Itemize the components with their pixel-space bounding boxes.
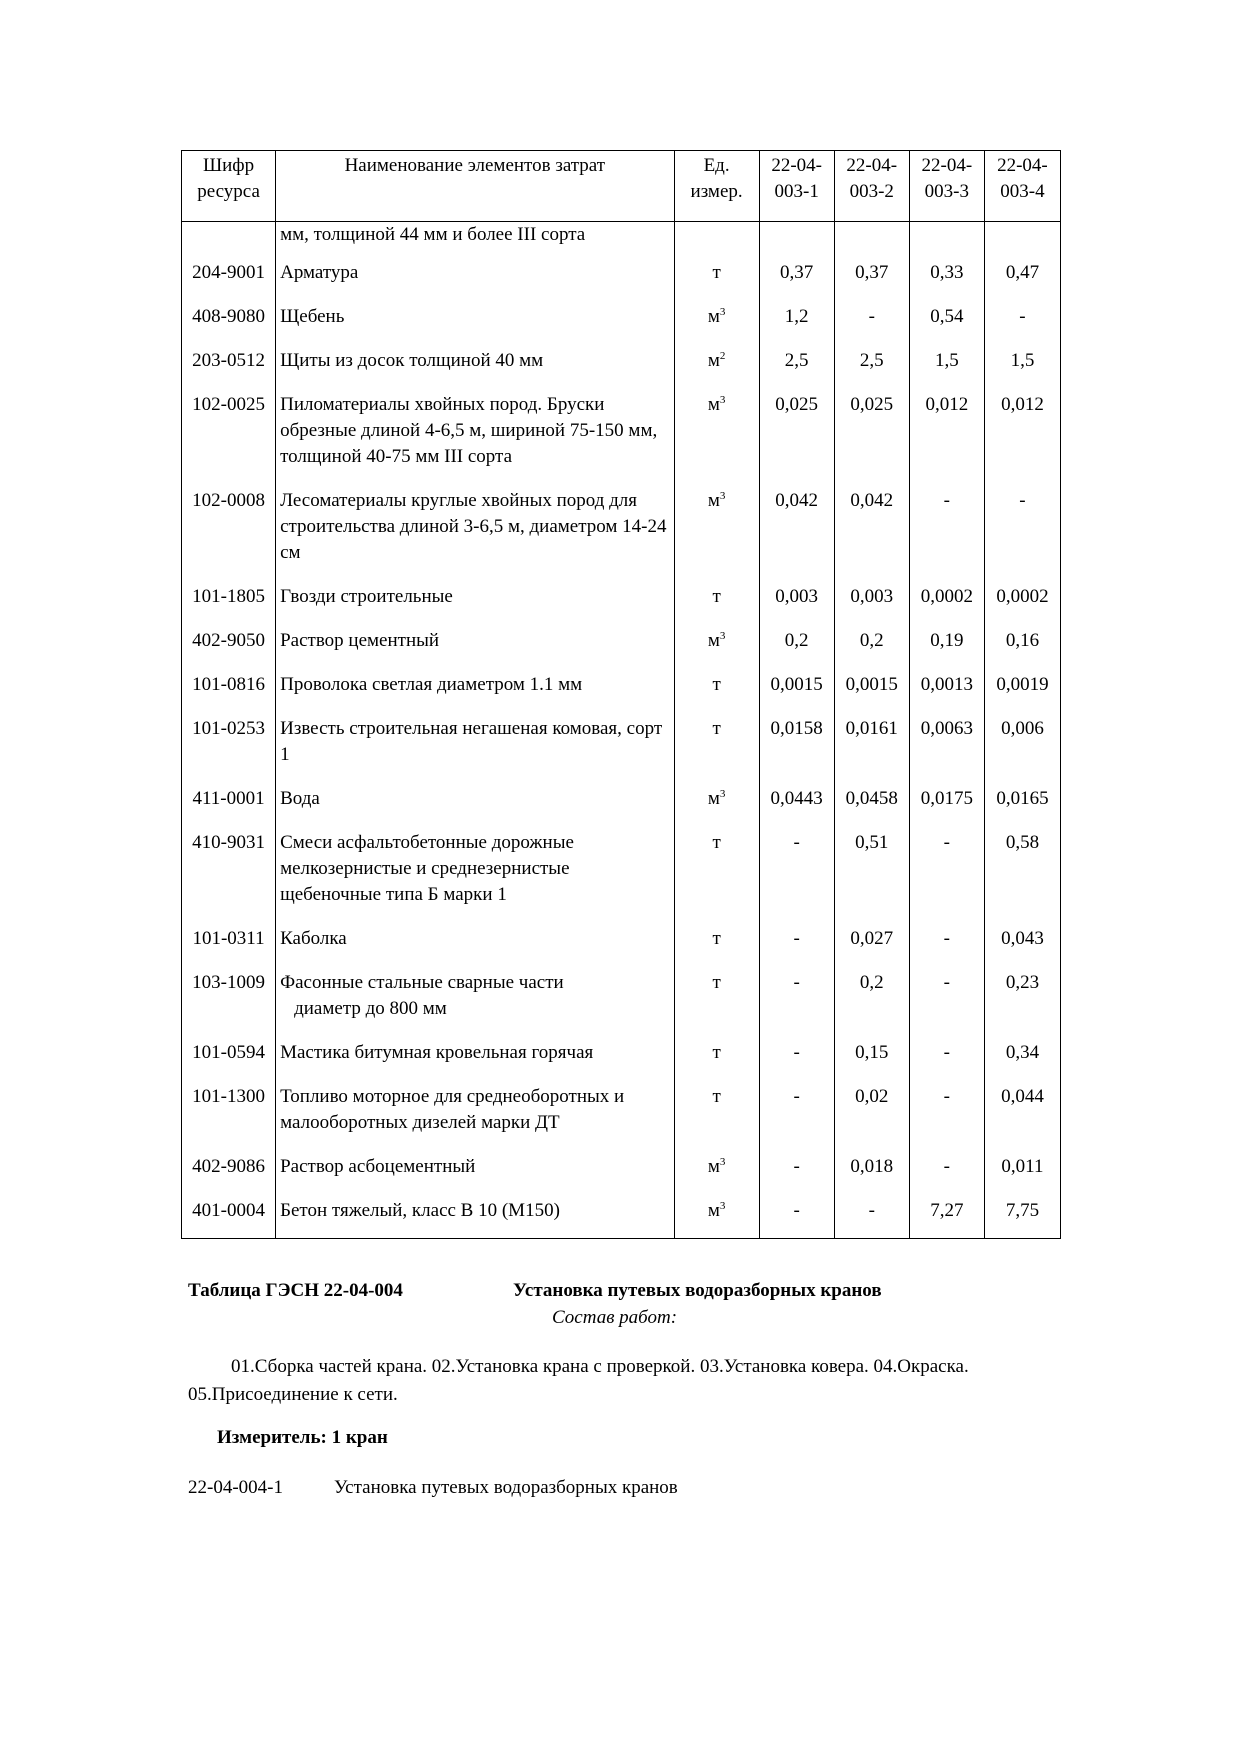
norm-value-1: -: [759, 970, 834, 1040]
norm-value-3: -: [909, 970, 984, 1040]
norm-value-1: -: [759, 926, 834, 970]
header-code: Шифр ресурса: [182, 151, 276, 222]
norm-value-1: 0,37: [759, 260, 834, 304]
resource-name-text: Проволока светлая диаметром 1.1 мм: [280, 674, 583, 695]
table-cell: [834, 222, 909, 261]
resource-unit: [674, 1040, 759, 1084]
section-table-title: Таблица ГЭСН 22-04-004: [188, 1280, 403, 1301]
unit-text: м: [707, 306, 720, 327]
resource-name: [276, 830, 674, 926]
table-row: [182, 716, 1061, 786]
resource-name-text-line2: диаметр до 800 мм: [294, 998, 447, 1019]
unit-text: м: [707, 490, 720, 511]
resource-name-text: Раствор цементный: [280, 630, 440, 651]
resource-name-text: Топливо моторное для среднеоборотных и малооборотных дизелей марки ДТ: [280, 1086, 625, 1133]
unit-text: т: [712, 586, 721, 607]
resource-unit: [674, 672, 759, 716]
norm-value-1: -: [759, 1084, 834, 1154]
norm-value-1: 0,0443: [759, 786, 834, 830]
norm-value-4: 7,75: [984, 1198, 1060, 1239]
norm-value-4: 0,16: [984, 628, 1060, 672]
norm-value-4: 0,47: [984, 260, 1060, 304]
table-cell: [182, 222, 276, 261]
resource-unit: [674, 392, 759, 488]
unit-text: т: [712, 972, 721, 993]
norm-value-3: 0,19: [909, 628, 984, 672]
resource-name: [276, 260, 674, 304]
norm-value-2: 0,37: [834, 260, 909, 304]
norm-value-4: 0,012: [984, 392, 1060, 488]
resource-code: 401-0004: [182, 1198, 276, 1239]
header-name: Наименование элементов затрат: [276, 151, 674, 222]
norm-value-4: 0,34: [984, 1040, 1060, 1084]
norm-value-1: 0,003: [759, 584, 834, 628]
work-composition-text: 01.Сборка частей крана. 02.Установка крана с проверкой. 03.Установка ковера. 04.Окраска. 05.Присоединение к сети.: [188, 1356, 969, 1405]
unit-exponent: 3: [719, 306, 726, 318]
resource-code: 101-0816: [182, 672, 276, 716]
resource-unit: [674, 304, 759, 348]
norm-value-3: -: [909, 1084, 984, 1154]
resource-unit: [674, 830, 759, 926]
norm-value-1: -: [759, 1198, 834, 1239]
norm-item-name: Установка путевых водоразборных кранов: [334, 1477, 678, 1498]
unit-text: т: [712, 718, 721, 739]
norm-value-1: -: [759, 830, 834, 926]
norm-value-1: 0,042: [759, 488, 834, 584]
norm-value-3: -: [909, 830, 984, 926]
work-composition-label: Состав работ:: [552, 1307, 678, 1328]
norm-value-2: 0,0161: [834, 716, 909, 786]
table-row: [182, 348, 1061, 392]
resource-name: [276, 926, 674, 970]
header-norm-1: 22-04-003-1: [759, 151, 834, 222]
norm-value-1: 0,2: [759, 628, 834, 672]
table-row: [182, 488, 1061, 584]
resource-code: 101-1805: [182, 584, 276, 628]
resource-name-text: Арматура: [280, 262, 359, 283]
norm-value-2: -: [834, 1198, 909, 1239]
norm-value-1: 1,2: [759, 304, 834, 348]
table-row: [182, 392, 1061, 488]
table-row: [182, 1084, 1061, 1154]
resource-unit: [674, 716, 759, 786]
continuation-text: мм, толщиной 44 мм и более III сорта: [276, 222, 674, 261]
resource-unit: [674, 488, 759, 584]
norm-value-2: 0,018: [834, 1154, 909, 1198]
table-row: [182, 304, 1061, 348]
resource-code: 411-0001: [182, 786, 276, 830]
resource-name: [276, 970, 674, 1040]
norm-value-2: 0,51: [834, 830, 909, 926]
norm-value-4: 0,0019: [984, 672, 1060, 716]
resource-code: 102-0008: [182, 488, 276, 584]
norm-value-1: -: [759, 1154, 834, 1198]
table-cell: [984, 222, 1060, 261]
resource-code: 204-9001: [182, 260, 276, 304]
resource-name: [276, 488, 674, 584]
norm-value-3: -: [909, 488, 984, 584]
norm-value-1: 0,025: [759, 392, 834, 488]
table-row: [182, 584, 1061, 628]
unit-text: т: [712, 674, 721, 695]
norm-value-2: 0,027: [834, 926, 909, 970]
norm-value-1: -: [759, 1040, 834, 1084]
unit-exponent: 2: [719, 350, 726, 362]
norm-value-4: -: [984, 304, 1060, 348]
norm-value-3: 0,0063: [909, 716, 984, 786]
unit-text: м: [707, 350, 720, 371]
resource-code: 101-1300: [182, 1084, 276, 1154]
norm-value-2: 0,0458: [834, 786, 909, 830]
norm-value-3: 0,012: [909, 392, 984, 488]
norm-value-4: 0,23: [984, 970, 1060, 1040]
resource-name-text: Каболка: [280, 928, 347, 949]
unit-text: т: [712, 1086, 721, 1107]
resource-name-text: Щебень: [280, 306, 345, 327]
resource-name-text: Раствор асбоцементный: [280, 1156, 476, 1177]
norm-value-3: 1,5: [909, 348, 984, 392]
norm-value-1: 2,5: [759, 348, 834, 392]
resource-name-text: Пиломатериалы хвойных пород. Бруски обрезные длиной 4-6,5 м, шириной 75-150 мм, толщиной 40-75 мм III сорта: [280, 394, 658, 467]
resource-name-text: Гвозди строительные: [280, 586, 453, 607]
resource-unit: [674, 628, 759, 672]
resource-name: [276, 1198, 674, 1239]
resource-code: 402-9050: [182, 628, 276, 672]
table-row: [182, 260, 1061, 304]
resource-unit: [674, 348, 759, 392]
resource-name: [276, 716, 674, 786]
norm-value-4: 0,0002: [984, 584, 1060, 628]
resource-name: [276, 584, 674, 628]
unit-text: м: [707, 788, 720, 809]
resource-name: [276, 348, 674, 392]
unit-text: т: [712, 1042, 721, 1063]
unit-text: м: [707, 630, 720, 651]
norm-value-4: 0,58: [984, 830, 1060, 926]
resource-name: [276, 786, 674, 830]
norm-value-1: 0,0015: [759, 672, 834, 716]
norm-value-2: 0,02: [834, 1084, 909, 1154]
norm-value-4: 0,0165: [984, 786, 1060, 830]
norm-value-3: 0,33: [909, 260, 984, 304]
header-norm-3: 22-04-003-3: [909, 151, 984, 222]
header-unit: Ед. измер.: [674, 151, 759, 222]
unit-text: м: [707, 394, 720, 415]
resource-unit: [674, 1084, 759, 1154]
unit-exponent: 3: [719, 630, 726, 642]
resource-unit: [674, 1154, 759, 1198]
norm-value-2: 0,0015: [834, 672, 909, 716]
resource-unit: [674, 970, 759, 1040]
resource-name-text: Фасонные стальные сварные части: [280, 972, 564, 993]
norm-value-2: 0,003: [834, 584, 909, 628]
table-row: [182, 672, 1061, 716]
resource-unit: [674, 1198, 759, 1239]
resource-name-text: Щиты из досок толщиной 40 мм: [280, 350, 544, 371]
resource-table: [181, 150, 1061, 1239]
section-table-name: Установка путевых водоразборных кранов: [513, 1280, 882, 1301]
norm-value-3: 7,27: [909, 1198, 984, 1239]
table-cell: [759, 222, 834, 261]
table-row: [182, 926, 1061, 970]
norm-value-3: -: [909, 1154, 984, 1198]
resource-code: 101-0311: [182, 926, 276, 970]
resource-unit: [674, 926, 759, 970]
norm-value-4: 0,043: [984, 926, 1060, 970]
norm-value-2: 0,2: [834, 628, 909, 672]
unit-exponent: 3: [719, 1156, 726, 1168]
table-row-continuation: [182, 222, 1061, 261]
header-norm-4: 22-04-003-4: [984, 151, 1060, 222]
resource-name: [276, 1040, 674, 1084]
unit-text: м: [707, 1200, 720, 1221]
resource-name: [276, 1084, 674, 1154]
resource-code: 102-0025: [182, 392, 276, 488]
table-row: [182, 786, 1061, 830]
unit-text: т: [712, 262, 721, 283]
table-row: [182, 1198, 1061, 1239]
resource-code: 101-0594: [182, 1040, 276, 1084]
norm-value-2: 2,5: [834, 348, 909, 392]
resource-name-text: Мастика битумная кровельная горячая: [280, 1042, 594, 1063]
resource-code: 203-0512: [182, 348, 276, 392]
resource-code: 402-9086: [182, 1154, 276, 1198]
norm-value-2: -: [834, 304, 909, 348]
norm-value-2: 0,042: [834, 488, 909, 584]
unit-exponent: 3: [719, 1200, 726, 1212]
norm-value-2: 0,025: [834, 392, 909, 488]
resource-name-text: Известь строительная негашеная комовая, сорт 1: [280, 718, 663, 765]
table-row: [182, 1154, 1061, 1198]
norm-value-4: 0,006: [984, 716, 1060, 786]
norm-value-4: 0,044: [984, 1084, 1060, 1154]
norm-value-3: 0,0002: [909, 584, 984, 628]
norm-value-3: 0,0013: [909, 672, 984, 716]
resource-code: 101-0253: [182, 716, 276, 786]
norm-value-1: 0,0158: [759, 716, 834, 786]
table-cell: [909, 222, 984, 261]
norm-value-3: -: [909, 1040, 984, 1084]
resource-code: 408-9080: [182, 304, 276, 348]
resource-code: 410-9031: [182, 830, 276, 926]
norm-value-2: 0,15: [834, 1040, 909, 1084]
resource-name: [276, 304, 674, 348]
resource-unit: [674, 786, 759, 830]
unit-exponent: 3: [719, 394, 726, 406]
unit-exponent: 3: [719, 788, 726, 800]
norm-value-4: 0,011: [984, 1154, 1060, 1198]
resource-name: [276, 628, 674, 672]
resource-unit: [674, 260, 759, 304]
resource-name: [276, 672, 674, 716]
norm-value-2: 0,2: [834, 970, 909, 1040]
header-norm-2: 22-04-003-2: [834, 151, 909, 222]
norm-value-3: -: [909, 926, 984, 970]
norm-value-4: -: [984, 488, 1060, 584]
table-header-row: [182, 151, 1061, 222]
norm-value-3: 0,54: [909, 304, 984, 348]
norm-value-4: 1,5: [984, 348, 1060, 392]
unit-exponent: 3: [719, 490, 726, 502]
resource-name-text: Смеси асфальтобетонные дорожные мелкозернистые и среднезернистые щебеночные типа Б марки 1: [280, 832, 574, 905]
table-row: [182, 970, 1061, 1040]
unit-text: т: [712, 928, 721, 949]
resource-unit: [674, 584, 759, 628]
resource-name-text: Бетон тяжелый, класс В 10 (М150): [280, 1200, 560, 1221]
measure-unit: Измеритель: 1 кран: [217, 1427, 388, 1448]
resource-name: [276, 392, 674, 488]
table-row: [182, 628, 1061, 672]
resource-name-text: Вода: [280, 788, 320, 809]
unit-text: м: [707, 1156, 720, 1177]
table-cell: [674, 222, 759, 261]
norm-value-3: 0,0175: [909, 786, 984, 830]
unit-text: т: [712, 832, 721, 853]
table-row: [182, 1040, 1061, 1084]
resource-code: 103-1009: [182, 970, 276, 1040]
norm-item-code: 22-04-004-1: [188, 1477, 283, 1498]
resource-name-text: Лесоматериалы круглые хвойных пород для строительства длиной 3-6,5 м, диаметром 14-24 см: [280, 490, 667, 563]
table-row: [182, 830, 1061, 926]
resource-name: [276, 1154, 674, 1198]
